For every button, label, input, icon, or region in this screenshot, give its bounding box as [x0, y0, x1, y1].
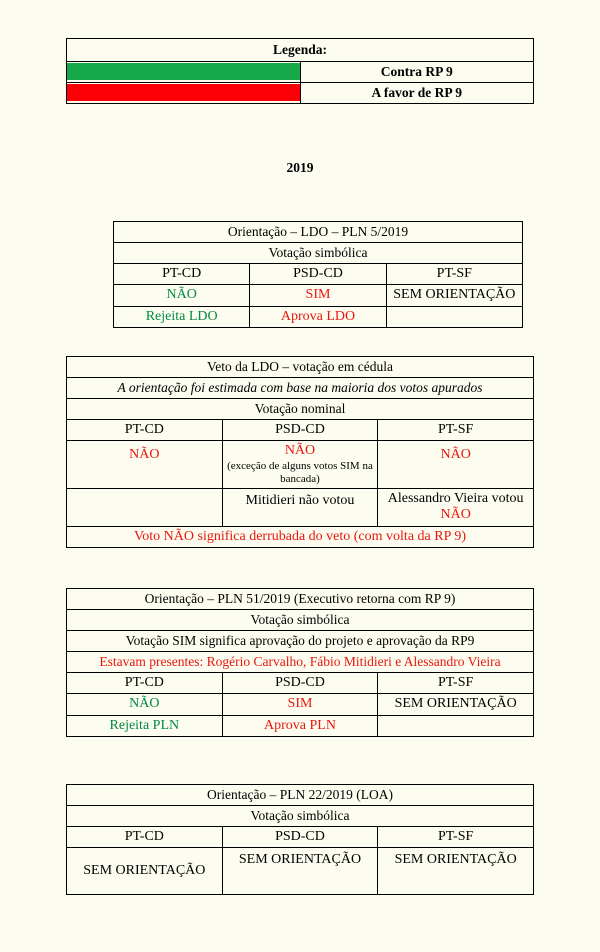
- year-heading: 2019: [286, 160, 314, 175]
- cell-effect-pt-sf: [386, 306, 522, 328]
- legend-swatch-contra-cell: [67, 61, 301, 82]
- table-footer: Voto NÃO significa derrubada do veto (com volta da RP 9): [67, 526, 534, 548]
- column-header-pt-sf: PT-SF: [378, 419, 534, 441]
- table-note-row: [67, 377, 534, 398]
- column-header-psd-cd: PSD-CD: [222, 826, 378, 848]
- cell-vote-pt-sf: SEM ORIENTAÇÃO: [378, 848, 534, 895]
- cell-abstain-pt-cd: [67, 488, 223, 526]
- cell-abstain-pt-sf-vote: NÃO: [440, 507, 471, 523]
- legend-table: [66, 38, 534, 104]
- column-header-pt-cd: PT-CD: [67, 419, 223, 441]
- table-line2-row: [67, 630, 534, 651]
- cell-vote-pt-sf: NÃO: [378, 441, 534, 488]
- legend-title-row: [67, 39, 534, 62]
- cell-vote-psd-cd-note: (exceção de alguns votos SIM na bancada): [227, 459, 373, 485]
- cell-abstain-psd-cd: Mitidieri não votou: [222, 488, 378, 526]
- legend-swatch-favor-cell: [67, 82, 301, 103]
- cell-vote-pt-sf: SEM ORIENTAÇÃO: [378, 694, 534, 716]
- table-title: Orientação – PLN 51/2019 (Executivo retorna com RP 9): [67, 589, 534, 610]
- table-row: [114, 306, 523, 328]
- table-block-pln51: [66, 588, 534, 737]
- table-subtitle-row: [114, 242, 523, 263]
- cell-vote-psd-cd: [222, 441, 378, 488]
- legend-label-favor: A favor de RP 9: [300, 82, 534, 103]
- column-header-psd-cd: PSD-CD: [222, 672, 378, 694]
- cell-vote-pt-cd: NÃO: [67, 694, 223, 716]
- table-subtitle-row: [67, 805, 534, 826]
- table-header-row: [67, 419, 534, 441]
- table-veto-ldo: [66, 356, 534, 548]
- cell-vote-psd-cd: SEM ORIENTAÇÃO: [222, 848, 378, 895]
- column-header-pt-sf: PT-SF: [378, 672, 534, 694]
- legend-title: Legenda:: [67, 39, 534, 62]
- table-header-row: [114, 263, 523, 285]
- table-title-row: [67, 785, 534, 806]
- cell-effect-pt-cd: Rejeita LDO: [114, 306, 250, 328]
- table-block-pln22-loa: [66, 784, 534, 895]
- cell-effect-psd-cd: Aprova LDO: [250, 306, 386, 328]
- table-line2: Votação SIM significa aprovação do projeto e aprovação da RP9: [67, 630, 534, 651]
- table-row: [67, 694, 534, 716]
- legend-swatch-red: [67, 84, 300, 101]
- table-title-row: [114, 222, 523, 243]
- table-ldo-pln5: [113, 221, 523, 328]
- table-row: [67, 488, 534, 526]
- table-title-row: [67, 589, 534, 610]
- table-title: Orientação – LDO – PLN 5/2019: [114, 222, 523, 243]
- table-subtitle-row: [67, 398, 534, 419]
- cell-abstain-pt-sf: [378, 488, 534, 526]
- table-header-row: [67, 826, 534, 848]
- column-header-pt-sf: PT-SF: [386, 263, 522, 285]
- cell-effect-psd-cd: Aprova PLN: [222, 715, 378, 737]
- table-line3-row: [67, 651, 534, 672]
- table-line3: Estavam presentes: Rogério Carvalho, Fábio Mitidieri e Alessandro Vieira: [67, 651, 534, 672]
- legend-label-contra: Contra RP 9: [300, 61, 534, 82]
- cell-vote-psd-cd: SIM: [222, 694, 378, 716]
- legend-swatch-green: [67, 63, 300, 80]
- table-title: Veto da LDO – votação em cédula: [67, 357, 534, 378]
- table-subtitle: Votação simbólica: [114, 242, 523, 263]
- column-header-pt-sf: PT-SF: [378, 826, 534, 848]
- cell-effect-pt-cd: Rejeita PLN: [67, 715, 223, 737]
- cell-vote-psd-cd-value: NÃO: [284, 443, 316, 459]
- table-row: [67, 848, 534, 895]
- cell-vote-pt-cd: NÃO: [114, 285, 250, 307]
- cell-vote-pt-cd: SEM ORIENTAÇÃO: [67, 848, 223, 895]
- table-block-veto-ldo: [66, 356, 534, 548]
- column-header-psd-cd: PSD-CD: [250, 263, 386, 285]
- table-subtitle: Votação simbólica: [67, 609, 534, 630]
- cell-effect-pt-sf: [378, 715, 534, 737]
- column-header-pt-cd: PT-CD: [67, 826, 223, 848]
- column-header-pt-cd: PT-CD: [67, 672, 223, 694]
- table-footer-row: [67, 526, 534, 548]
- cell-vote-pt-cd: NÃO: [67, 441, 223, 488]
- table-row: [114, 285, 523, 307]
- table-header-row: [67, 672, 534, 694]
- column-header-psd-cd: PSD-CD: [222, 419, 378, 441]
- table-subtitle-row: [67, 609, 534, 630]
- column-header-pt-cd: PT-CD: [114, 263, 250, 285]
- legend-block: [66, 38, 534, 104]
- table-block-ldo-pln5: [113, 221, 523, 328]
- table-note: A orientação foi estimada com base na maioria dos votos apurados: [67, 377, 534, 398]
- table-pln22-loa: [66, 784, 534, 895]
- table-row: [67, 715, 534, 737]
- table-subtitle: Votação nominal: [67, 398, 534, 419]
- cell-vote-psd-cd: SIM: [250, 285, 386, 307]
- table-pln51: [66, 588, 534, 737]
- table-title: Orientação – PLN 22/2019 (LOA): [67, 785, 534, 806]
- cell-abstain-pt-sf-value: Alessandro Vieira votou: [387, 490, 524, 506]
- table-row: [67, 441, 534, 488]
- legend-row-contra: [67, 61, 534, 82]
- table-title-row: [67, 357, 534, 378]
- cell-vote-pt-sf: SEM ORIENTAÇÃO: [386, 285, 522, 307]
- table-subtitle: Votação simbólica: [67, 805, 534, 826]
- legend-row-favor: [67, 82, 534, 103]
